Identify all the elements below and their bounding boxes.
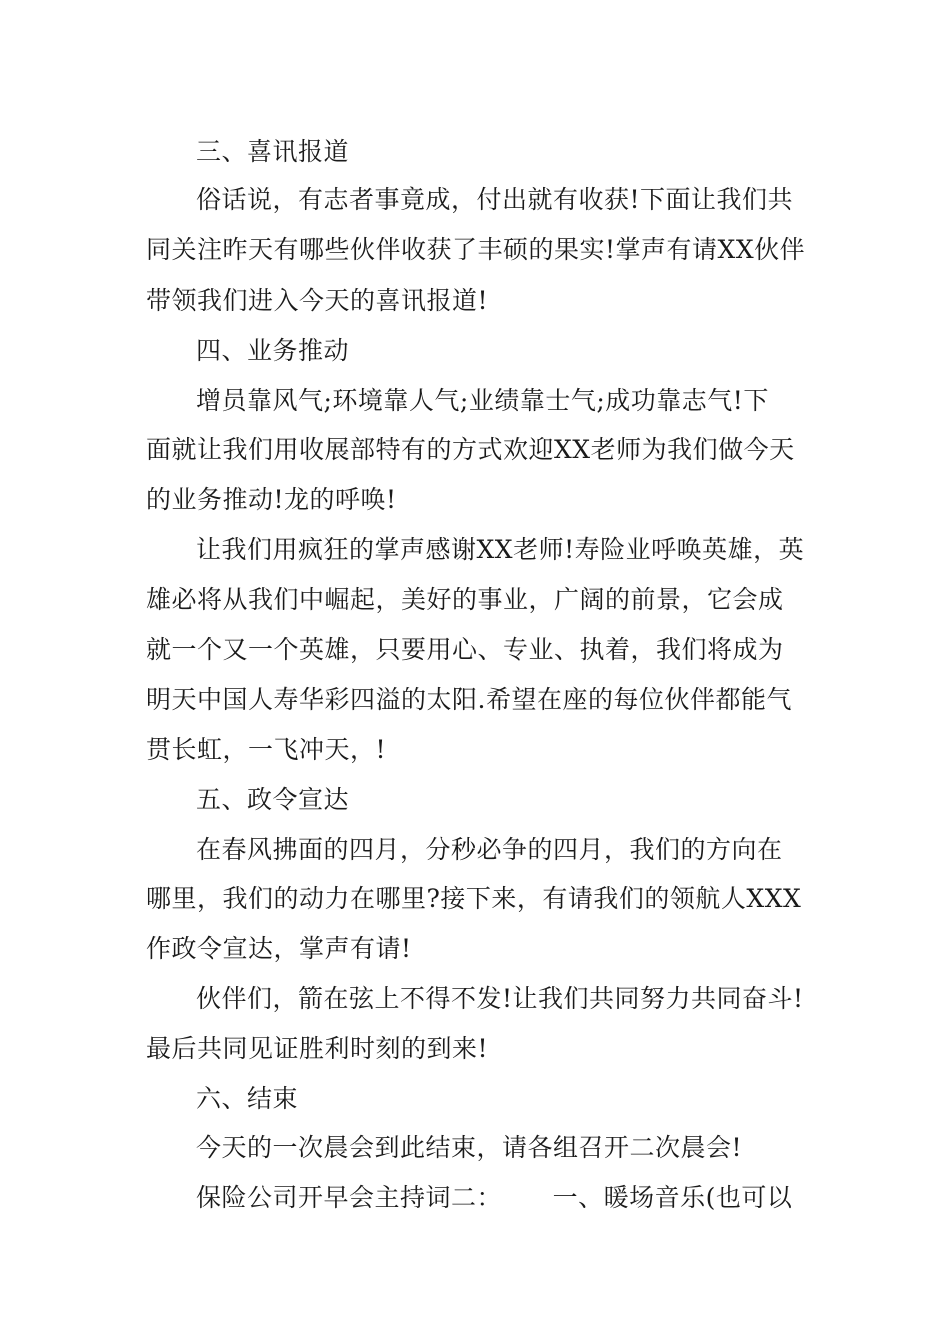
- paragraph-line: 作政令宣达，掌声有请!: [146, 934, 412, 963]
- paragraph-line: 带领我们进入今天的喜讯报道!: [146, 286, 489, 315]
- paragraph-line: 今天的一次晨会到此结束，请各组召开二次晨会!: [196, 1133, 743, 1162]
- paragraph-line: 哪里，我们的动力在哪里?接下来，有请我们的领航人XXX: [146, 884, 802, 913]
- paragraph-line: 保险公司开早会主持词二： 一、暖场音乐(也可以: [196, 1183, 793, 1212]
- paragraph-line: 在春风拂面的四月，分秒必争的四月，我们的方向在: [196, 835, 783, 864]
- paragraph-line: 最后共同见证胜利时刻的到来!: [146, 1034, 489, 1063]
- section-heading: 六、结束: [196, 1084, 299, 1113]
- paragraph-line: 雄必将从我们中崛起，美好的事业，广阔的前景，它会成: [146, 585, 784, 614]
- section-heading: 四、业务推动: [196, 336, 350, 365]
- section-heading: 三、喜讯报道: [196, 137, 350, 166]
- paragraph-line: 面就让我们用收展部特有的方式欢迎XX老师为我们做今天: [146, 435, 795, 464]
- paragraph-line: 的业务推动!龙的呼唤!: [146, 485, 397, 514]
- paragraph-line: 俗话说，有志者事竟成，付出就有收获!下面让我们共: [196, 185, 794, 214]
- paragraph-line: 同关注昨天有哪些伙伴收获了丰硕的果实!掌声有请XX伙伴: [146, 235, 806, 264]
- paragraph-line: 增员靠风气;环境靠人气;业绩靠士气;成功靠志气!下: [196, 386, 769, 415]
- paragraph-line: 让我们用疯狂的掌声感谢XX老师!寿险业呼唤英雄，英: [196, 535, 805, 564]
- paragraph-line: 明天中国人寿华彩四溢的太阳.希望在座的每位伙伴都能气: [146, 685, 792, 714]
- paragraph-line: 就一个又一个英雄，只要用心、专业、执着，我们将成为: [146, 635, 784, 664]
- paragraph-line: 贯长虹，一飞冲天，!: [146, 735, 387, 764]
- paragraph-line: 伙伴们，箭在弦上不得不发!让我们共同努力共同奋斗!: [196, 984, 804, 1013]
- section-heading: 五、政令宣达: [196, 785, 350, 814]
